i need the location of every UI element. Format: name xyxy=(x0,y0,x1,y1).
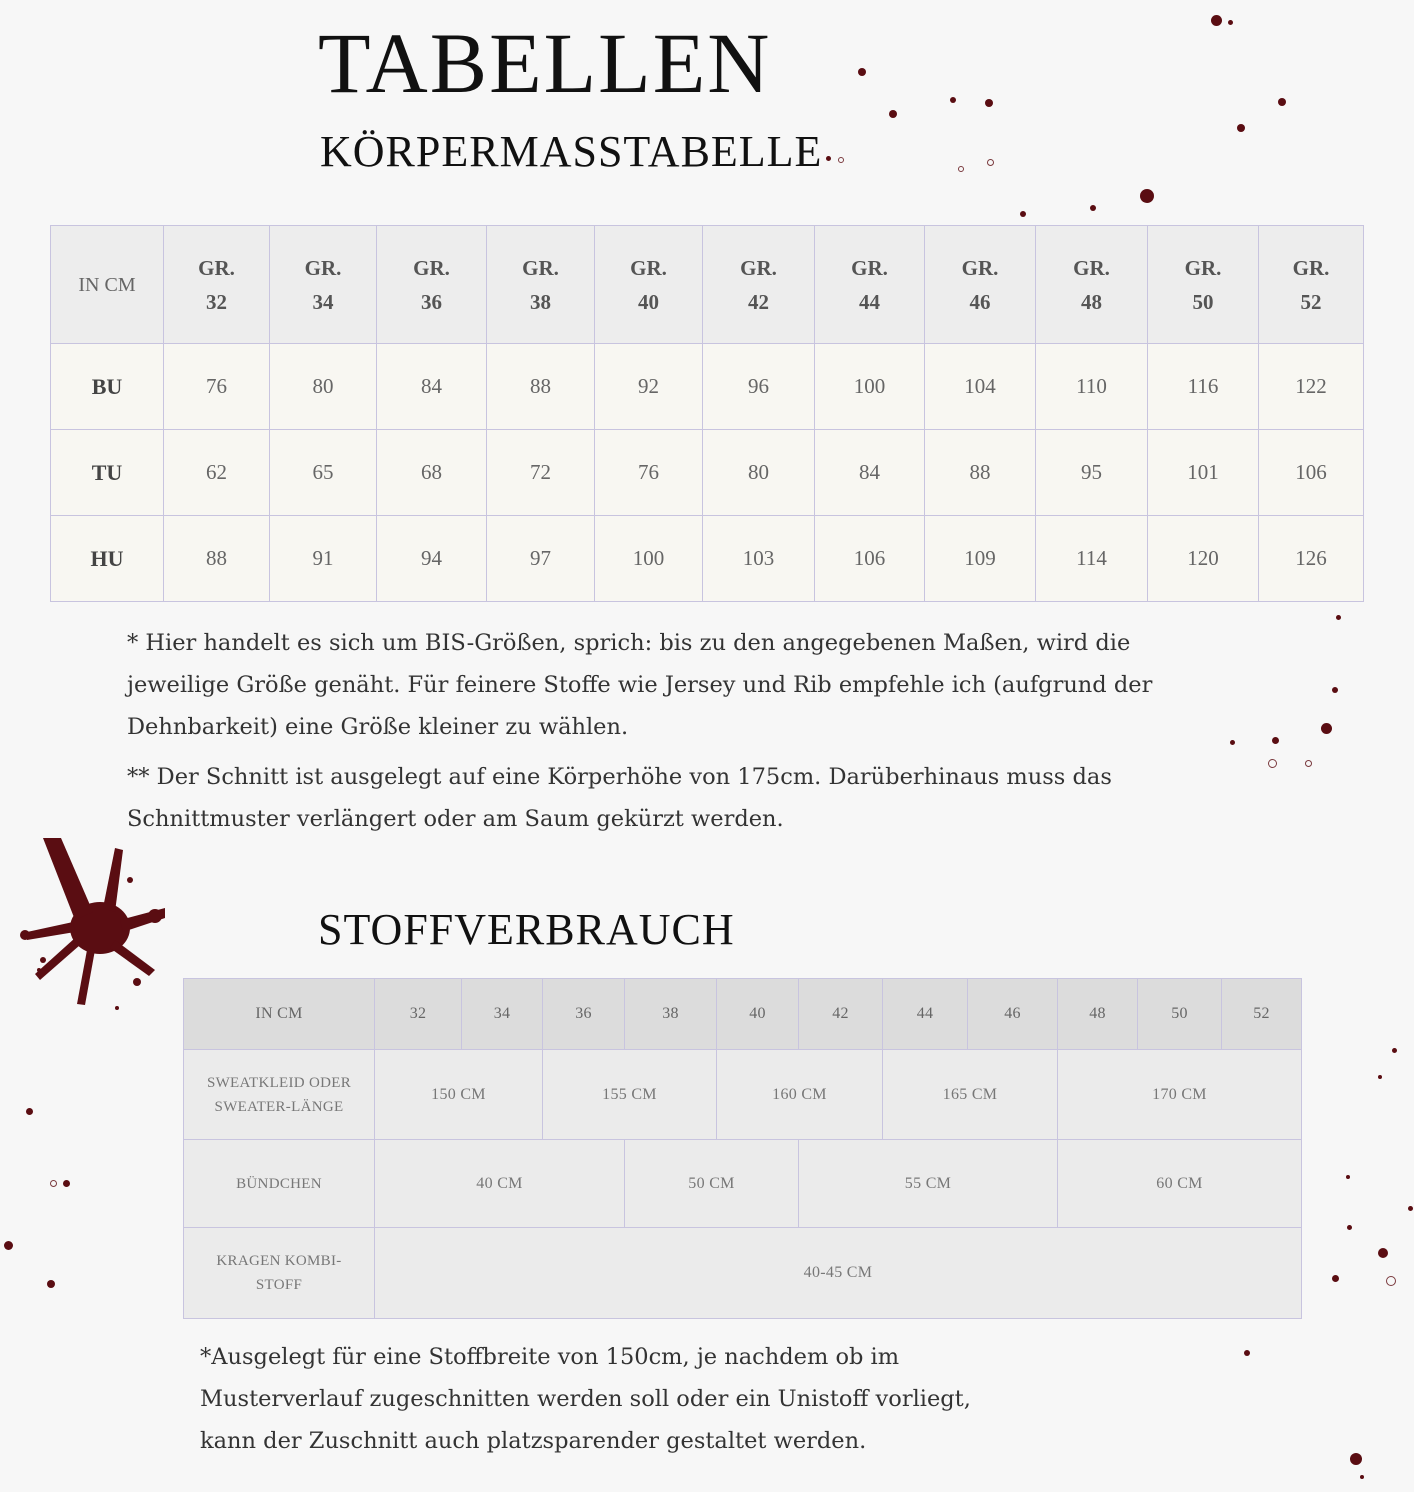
table-cell: 100 xyxy=(815,344,925,430)
ink-ring-icon xyxy=(50,1180,57,1187)
table-row xyxy=(184,1140,1302,1228)
note-line: jeweilige Größe genäht. Für feinere Stoffe wie Jersey und Rib empfehle ich (aufgrund der xyxy=(127,672,1153,698)
size-header: GR. 52 xyxy=(1259,226,1364,344)
size-header: 38 xyxy=(625,979,717,1050)
ink-dot-icon xyxy=(26,1108,33,1115)
size-header: GR. 42 xyxy=(703,226,815,344)
size-header: 46 xyxy=(968,979,1058,1050)
ink-dot-icon xyxy=(1278,98,1286,106)
row-label-bu: BU xyxy=(51,344,164,430)
table-cell: 160 CM xyxy=(717,1050,883,1140)
size-header: GR. 50 xyxy=(1148,226,1259,344)
note-line: Musterverlauf zugeschnitten werden soll oder ein Unistoff vorliegt, xyxy=(200,1386,971,1412)
page-title: TABELLEN xyxy=(318,15,772,111)
ink-splatter-icon xyxy=(15,820,175,1020)
ink-dot-icon xyxy=(1140,189,1154,203)
ink-dot-icon xyxy=(1332,687,1338,693)
table-cell: 106 xyxy=(1259,430,1364,516)
size-header: 32 xyxy=(375,979,462,1050)
table-cell: 40-45 CM xyxy=(375,1228,1302,1319)
size-header: 44 xyxy=(883,979,968,1050)
size-header: 34 xyxy=(462,979,543,1050)
note-line: kann der Zuschnitt auch platzsparender gestaltet werden. xyxy=(200,1428,867,1454)
note-line: ** Der Schnitt ist ausgelegt auf eine Körperhöhe von 175cm. Darüberhinaus muss das xyxy=(127,764,1112,790)
height-note xyxy=(127,756,1112,840)
table-cell: 122 xyxy=(1259,344,1364,430)
table-cell: 104 xyxy=(925,344,1036,430)
size-header: GR. 48 xyxy=(1036,226,1148,344)
size-header: GR. 38 xyxy=(487,226,595,344)
table-cell: 155 CM xyxy=(543,1050,717,1140)
ink-dot-icon xyxy=(1090,205,1096,211)
table-cell: 72 xyxy=(487,430,595,516)
table-cell: 76 xyxy=(164,344,270,430)
size-header: 40 xyxy=(717,979,799,1050)
size-header: GR. 32 xyxy=(164,226,270,344)
table-cell: 62 xyxy=(164,430,270,516)
table-cell: 50 CM xyxy=(625,1140,799,1228)
table-cell: 94 xyxy=(377,516,487,602)
note-line: Dehnbarkeit) eine Größe kleiner zu wählen. xyxy=(127,714,629,740)
table-cell: 95 xyxy=(1036,430,1148,516)
table-cell: 100 xyxy=(595,516,703,602)
ink-dot-icon xyxy=(1378,1075,1382,1079)
table-cell: 80 xyxy=(270,344,377,430)
ink-dot-icon xyxy=(1392,1048,1397,1053)
ink-dot-icon xyxy=(1346,1175,1350,1179)
note-line: *Ausgelegt für eine Stoffbreite von 150cm, je nachdem ob im xyxy=(200,1344,900,1370)
ink-dot-icon xyxy=(950,97,956,103)
fabric-title: STOFFVERBRAUCH xyxy=(318,905,735,954)
row-label-tu: TU xyxy=(51,430,164,516)
table-cell: 40 CM xyxy=(375,1140,625,1228)
row-label-hu: HU xyxy=(51,516,164,602)
note-line: Schnittmuster verlängert oder am Saum gekürzt werden. xyxy=(127,806,784,832)
body-measurement-title: KÖRPERMASSTABELLE xyxy=(320,127,823,176)
table-cell: 170 CM xyxy=(1058,1050,1302,1140)
table-cell: 65 xyxy=(270,430,377,516)
table-header-row xyxy=(51,226,1364,344)
table-row xyxy=(51,430,1364,516)
ink-dot-icon xyxy=(1336,615,1341,620)
ink-dot-icon xyxy=(1211,15,1222,26)
fabric-note xyxy=(200,1336,971,1462)
table-cell: 114 xyxy=(1036,516,1148,602)
ink-ring-icon xyxy=(958,166,964,172)
table-row xyxy=(51,344,1364,430)
table-cell: 109 xyxy=(925,516,1036,602)
table-cell: 55 CM xyxy=(799,1140,1058,1228)
ink-dot-icon xyxy=(1408,1206,1413,1211)
table-cell: 84 xyxy=(815,430,925,516)
table-cell: 120 xyxy=(1148,516,1259,602)
ink-dot-icon xyxy=(1244,1350,1250,1356)
ink-ring-icon xyxy=(1386,1276,1396,1286)
table-cell: 110 xyxy=(1036,344,1148,430)
table-cell: 80 xyxy=(703,430,815,516)
table-cell: 97 xyxy=(487,516,595,602)
ink-ring-icon xyxy=(1268,759,1277,768)
size-header: GR. 36 xyxy=(377,226,487,344)
table-cell: 84 xyxy=(377,344,487,430)
ink-dot-icon xyxy=(1228,20,1233,25)
size-header: 36 xyxy=(543,979,625,1050)
table-cell: 92 xyxy=(595,344,703,430)
ink-dot-icon xyxy=(1237,124,1245,132)
size-header: 50 xyxy=(1138,979,1222,1050)
table-cell: 91 xyxy=(270,516,377,602)
table-cell: 68 xyxy=(377,430,487,516)
table-cell: 150 CM xyxy=(375,1050,543,1140)
ink-dot-icon xyxy=(889,110,897,118)
ink-dot-icon xyxy=(1347,1225,1352,1230)
corner-label: IN CM xyxy=(184,979,375,1050)
ink-dot-icon xyxy=(47,1280,55,1288)
table-cell: 106 xyxy=(815,516,925,602)
table-cell: 76 xyxy=(595,430,703,516)
ink-ring-icon xyxy=(987,159,994,166)
ink-dot-icon xyxy=(1321,723,1332,734)
ink-dot-icon xyxy=(858,68,866,76)
ink-dot-icon xyxy=(4,1241,13,1250)
table-cell: 96 xyxy=(703,344,815,430)
fabric-consumption-table xyxy=(183,978,1302,1319)
table-cell: 88 xyxy=(925,430,1036,516)
row-label-buendchen: BÜNDCHEN xyxy=(184,1140,375,1228)
size-header: GR. 34 xyxy=(270,226,377,344)
size-header: 42 xyxy=(799,979,883,1050)
table-cell: 116 xyxy=(1148,344,1259,430)
size-header: GR. 40 xyxy=(595,226,703,344)
ink-dot-icon xyxy=(1350,1453,1362,1465)
row-label-sweatkleid: SWEATKLEID ODER SWEATER-LÄNGE xyxy=(184,1050,375,1140)
fabric-header-row xyxy=(184,979,1302,1050)
size-header: 52 xyxy=(1222,979,1302,1050)
table-cell: 88 xyxy=(487,344,595,430)
table-row xyxy=(184,1050,1302,1140)
ink-ring-icon xyxy=(1305,760,1312,767)
ink-dot-icon xyxy=(1332,1275,1339,1282)
ink-dot-icon xyxy=(1360,1475,1364,1479)
body-measurement-table xyxy=(50,225,1364,602)
size-header: GR. 46 xyxy=(925,226,1036,344)
corner-label: IN CM xyxy=(51,226,164,344)
table-row xyxy=(51,516,1364,602)
ink-dot-icon xyxy=(63,1180,70,1187)
table-cell: 101 xyxy=(1148,430,1259,516)
row-label-kragen: KRAGEN KOMBI- STOFF xyxy=(184,1228,375,1319)
table-row xyxy=(184,1228,1302,1319)
ink-ring-icon xyxy=(838,157,844,163)
size-header: GR. 44 xyxy=(815,226,925,344)
ink-dot-icon xyxy=(826,156,831,161)
ink-dot-icon xyxy=(1230,740,1235,745)
ink-dot-icon xyxy=(1378,1248,1388,1258)
size-header: 48 xyxy=(1058,979,1138,1050)
ink-dot-icon xyxy=(985,99,993,107)
ink-dot-icon xyxy=(1272,737,1279,744)
table-cell: 88 xyxy=(164,516,270,602)
ink-dot-icon xyxy=(1020,211,1026,217)
table-cell: 165 CM xyxy=(883,1050,1058,1140)
table-cell: 103 xyxy=(703,516,815,602)
table-cell: 126 xyxy=(1259,516,1364,602)
size-note xyxy=(127,622,1152,748)
table-cell: 60 CM xyxy=(1058,1140,1302,1228)
note-line: * Hier handelt es sich um BIS-Größen, sprich: bis zu den angegebenen Maßen, wird die xyxy=(127,630,1131,656)
